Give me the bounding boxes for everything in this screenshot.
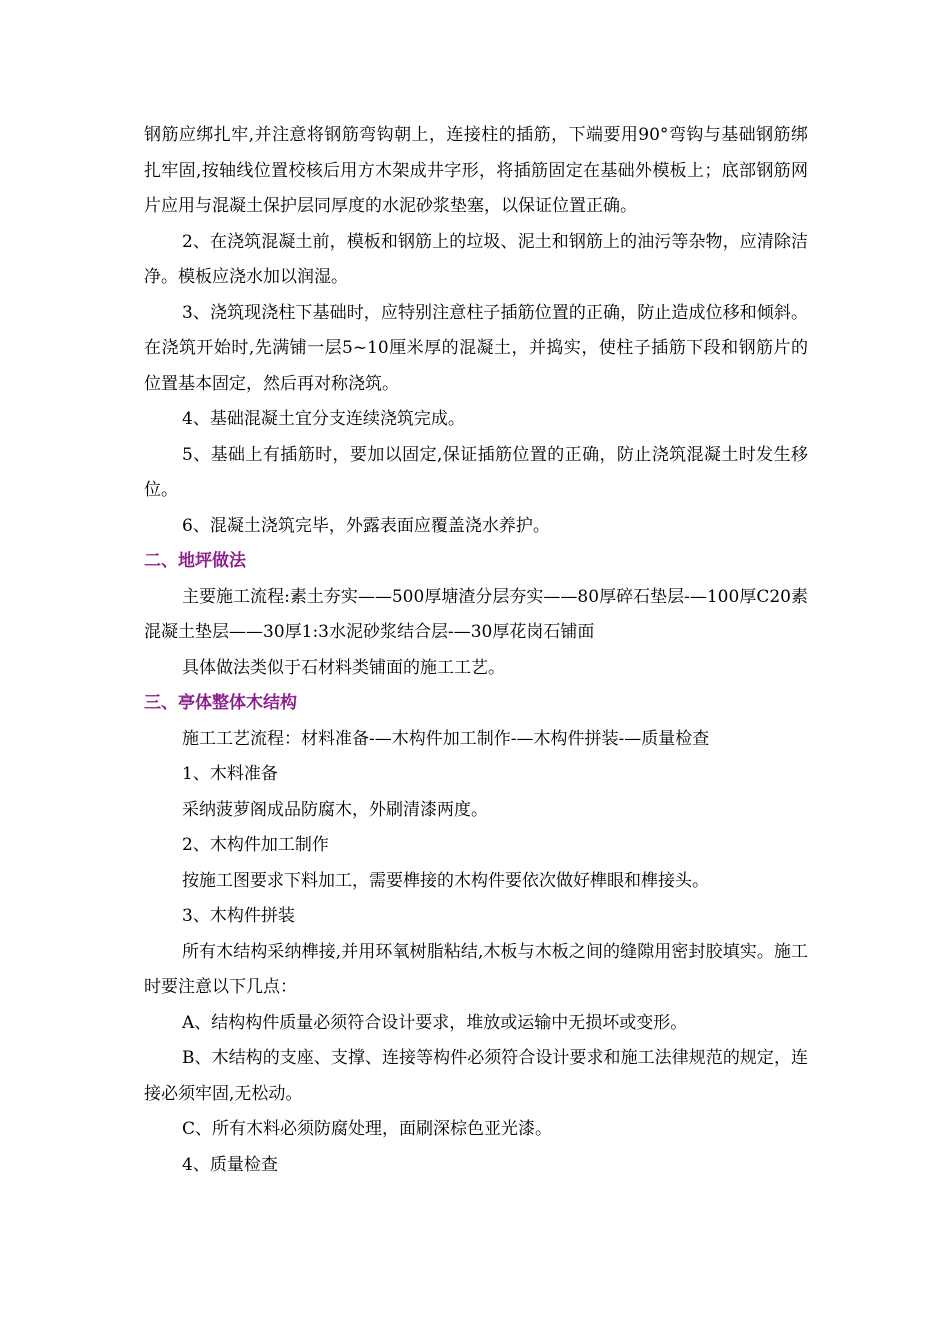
paragraph: 2、在浇筑混凝土前，模板和钢筋上的垃圾、泥土和钢筋上的油污等杂物，应清除洁净。模板应浇水加以润湿。 [144, 231, 808, 287]
paragraph: 施工工艺流程：材料准备-—木构件加工制作-—木构件拼装-—质量检查 [182, 728, 710, 749]
paragraph: 3、浇筑现浇柱下基础时，应特别注意柱子插筋位置的正确，防止造成位移和倾斜。在浇筑开始时,先满铺一层5~10厘米厚的混凝土，并捣实，使柱子插筋下段和钢筋片的位置基本固定，然后再对称浇筑。 [144, 302, 808, 394]
section-heading: 二、地坪做法 [144, 551, 246, 571]
document-body [144, 118, 808, 1183]
paragraph: 5、基础上有插筋时，要加以固定,保证插筋位置的正确，防止浇筑混凝土时发生移位。 [144, 444, 808, 500]
paragraph: 3、木构件拼装 [182, 906, 295, 926]
paragraph: 4、基础混凝土宜分支连续浇筑完成。 [182, 409, 465, 429]
paragraph: 采纳菠萝阁成品防腐木，外刷清漆两度。 [182, 799, 488, 820]
paragraph: C、所有木料必须防腐处理，面刷深棕色亚光漆。 [182, 1119, 553, 1139]
paragraph: 主要施工流程:素土夯实——500厚塘渣分层夯实——80厚碎石垫层-—100厚C20素混凝土垫层——30厚1:3水泥砂浆结合层-—30厚花岗石铺面 [144, 586, 808, 642]
paragraph: 6、混凝土浇筑完毕，外露表面应覆盖浇水养护。 [182, 515, 550, 536]
paragraph: 钢筋应绑扎牢,并注意将钢筋弯钩朝上，连接柱的插筋，下端要用90°弯钩与基础钢筋绑扎牢固,按轴线位置校核后用方木架成井字形，将插筋固定在基础外模板上；底部钢筋网片应用与混凝土保护层同厚度的水泥砂浆垫塞，以保证位置正确。 [144, 125, 808, 216]
paragraph: 4、质量检查 [182, 1154, 278, 1175]
paragraph: B、木结构的支座、支撑、连接等构件必须符合设计要求和施工法律规范的规定，连接必须牢固,无松动。 [144, 1048, 808, 1104]
paragraph: 1、木料准备 [182, 764, 278, 784]
paragraph: 按施工图要求下料加工，需要榫接的木构件要依次做好榫眼和榫接头。 [182, 870, 709, 891]
paragraph: A、结构构件质量必须符合设计要求，堆放或运输中无损坏或变形。 [182, 1012, 688, 1033]
paragraph: 2、木构件加工制作 [182, 835, 329, 855]
paragraph: 具体做法类似于石材料类铺面的施工工艺。 [182, 657, 505, 678]
paragraph: 所有木结构采纳榫接,并用环氧树脂粘结,木板与木板之间的缝隙用密封胶填实。施工时要注意以下几点： [144, 941, 808, 997]
section-heading: 三、亭体整体木结构 [144, 693, 297, 713]
